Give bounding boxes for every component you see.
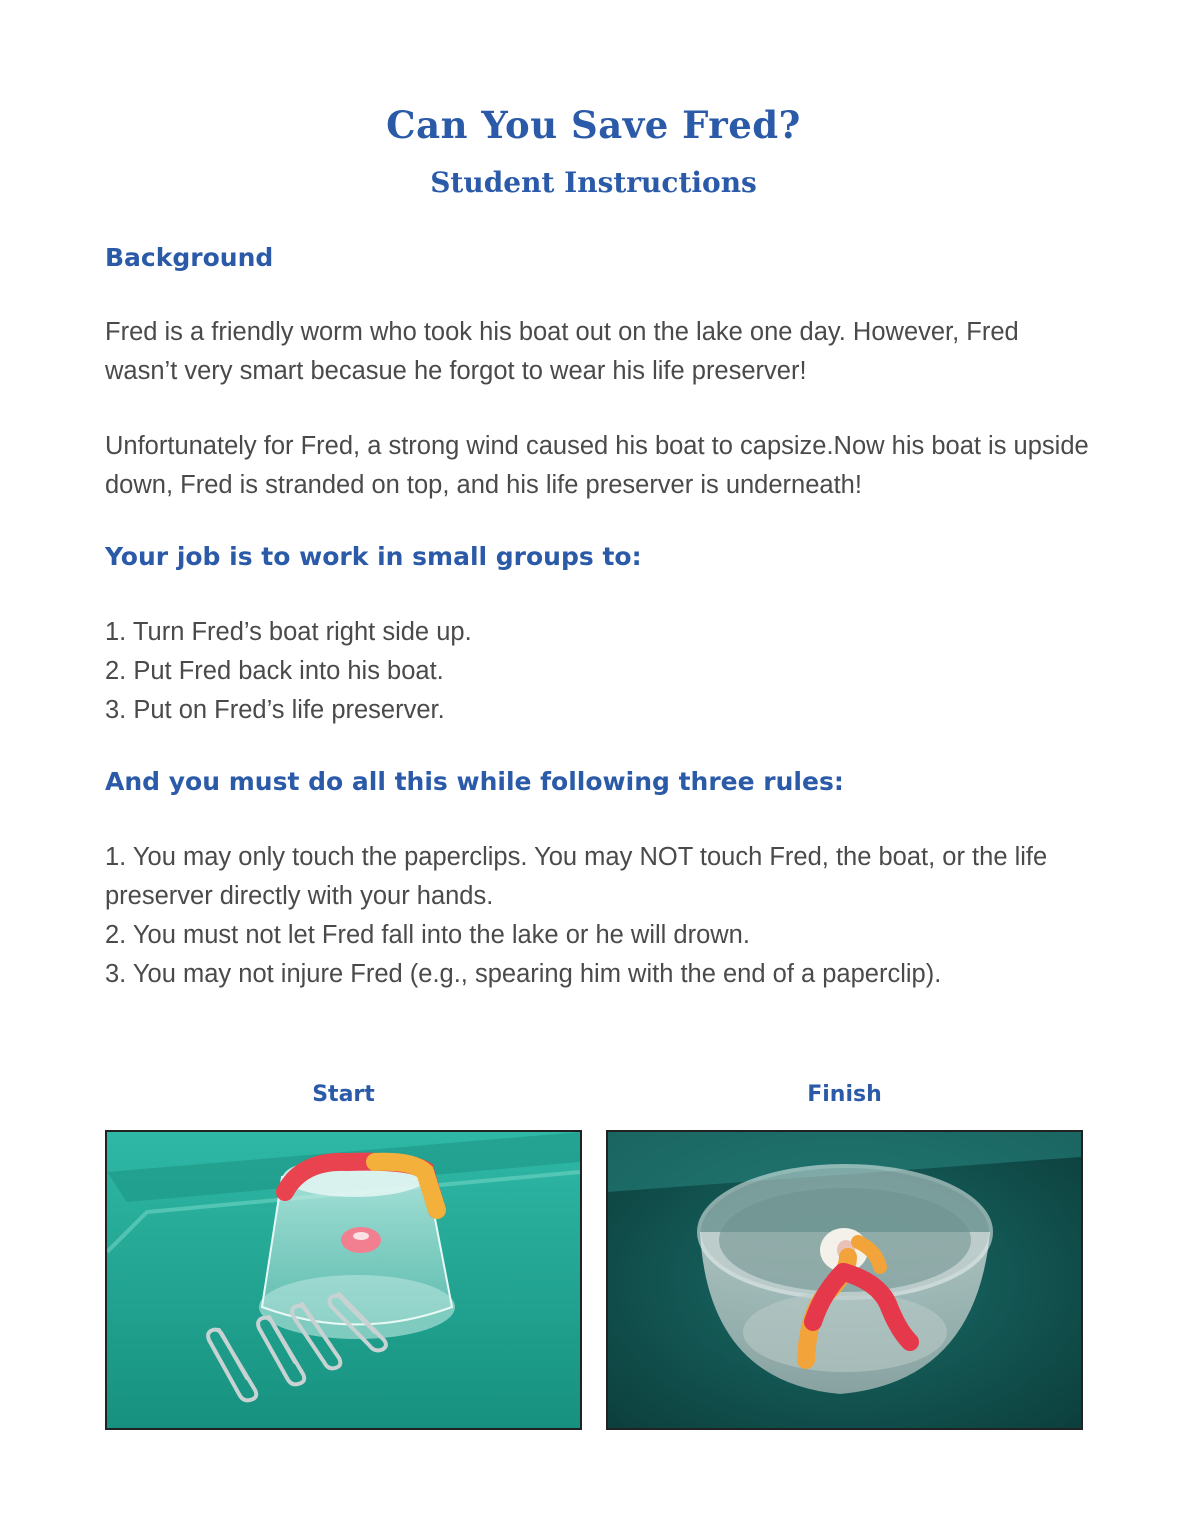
start-photo <box>105 1130 582 1430</box>
rules-heading: And you must do all this while following three rules: <box>105 767 844 796</box>
job-item: 1. Turn Fred’s boat right side up. <box>105 618 472 646</box>
job-heading: Your job is to work in small groups to: <box>105 542 642 571</box>
start-photo-illustration <box>107 1132 580 1428</box>
rule-item: 3. You may not injure Fred (e.g., spearing him with the end of a paperclip). <box>105 960 942 988</box>
start-caption: Start <box>312 1082 375 1107</box>
job-item: 2. Put Fred back into his boat. <box>105 657 444 685</box>
finish-caption: Finish <box>807 1082 882 1107</box>
background-heading: Background <box>105 243 274 272</box>
finish-photo-illustration <box>608 1132 1081 1428</box>
rule-item: 2. You must not let Fred fall into the lake or he will drown. <box>105 921 750 949</box>
page-title: Can You Save Fred? <box>386 103 801 147</box>
background-paragraph-2: Unfortunately for Fred, a strong wind caused his boat to capsize.Now his boat is upside down, Fred is stranded on top, and his life preserver is underneath! <box>105 432 1089 499</box>
finish-photo <box>606 1130 1083 1430</box>
rule-item: 1. You may only touch the paperclips. You may NOT touch Fred, the boat, or the life preserver directly with your hands. <box>105 843 1048 910</box>
background-paragraph-1: Fred is a friendly worm who took his boat out on the lake one day. However, Fred wasn’t very smart becasue he forgot to wear his life preserver! <box>105 318 1019 385</box>
page-subtitle: Student Instructions <box>430 166 757 199</box>
job-list <box>105 613 1095 730</box>
job-item: 3. Put on Fred’s life preserver. <box>105 696 445 724</box>
rules-list <box>105 838 1095 994</box>
